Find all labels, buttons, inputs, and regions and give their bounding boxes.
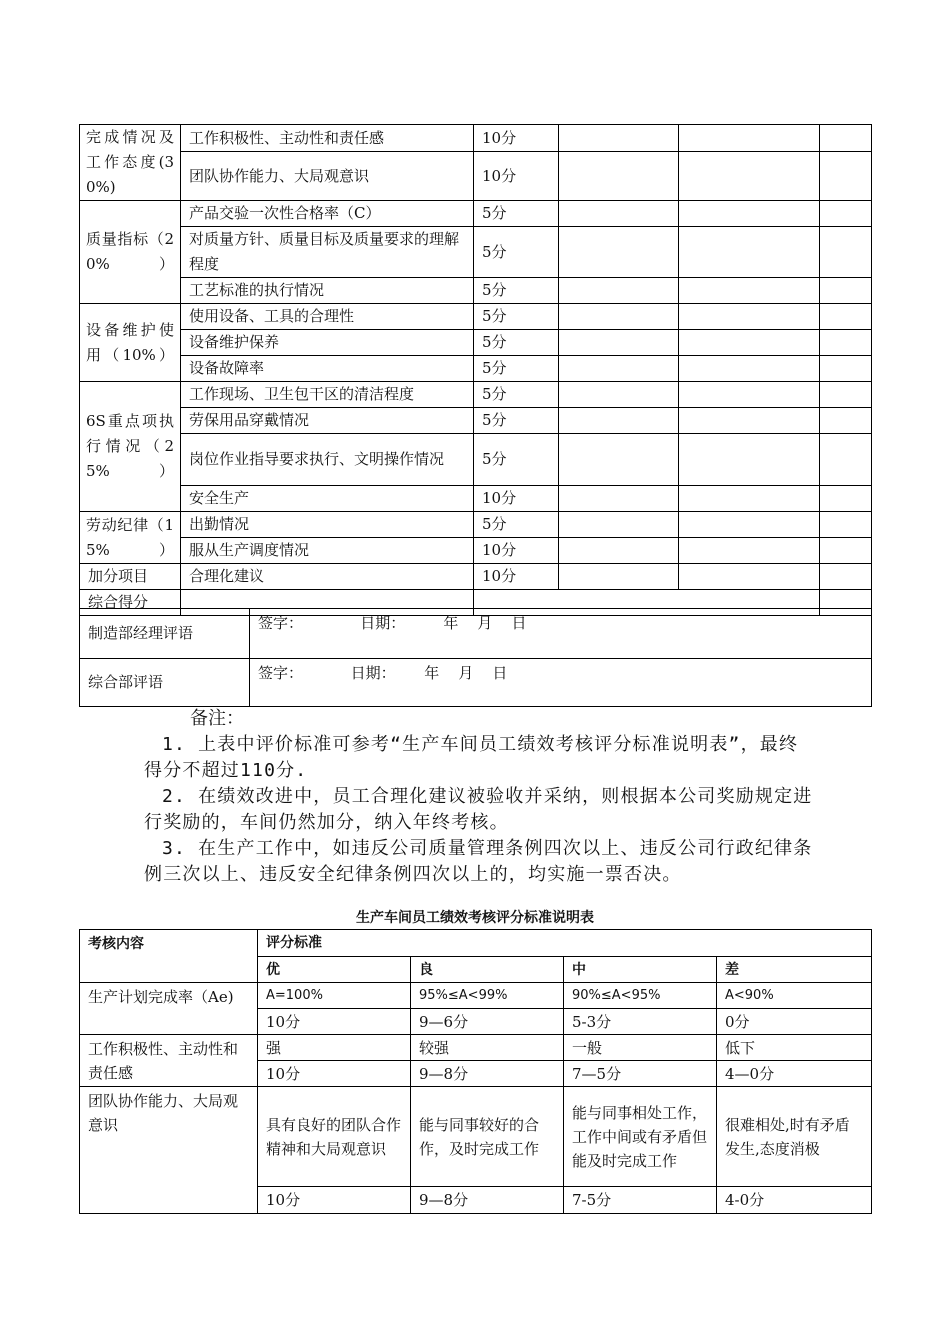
blank-cell[interactable] bbox=[559, 201, 679, 227]
criterion-cell: 设备故障率 bbox=[181, 356, 474, 382]
grade-desc: 能与同事较好的合作，及时完成工作 bbox=[411, 1087, 564, 1187]
score-cell: 5分 bbox=[474, 512, 559, 538]
blank-cell[interactable] bbox=[679, 125, 820, 152]
blank-cell[interactable] bbox=[679, 486, 820, 512]
blank-cell[interactable] bbox=[820, 486, 872, 512]
blank-cell[interactable] bbox=[559, 152, 679, 201]
evaluation-table bbox=[79, 124, 872, 616]
note-item: 1. 上表中评价标准可参考“生产车间员工绩效考核评分标准说明表”，最终得分不超过110分. bbox=[144, 734, 799, 781]
blank-cell[interactable] bbox=[559, 564, 679, 590]
blank-cell[interactable] bbox=[559, 278, 679, 304]
blank-cell[interactable] bbox=[679, 434, 820, 486]
criterion-cell: 对质量方针、质量目标及质量要求的理解程度 bbox=[181, 227, 474, 278]
score-cell: 5分 bbox=[474, 356, 559, 382]
standard-row-name: 团队协作能力、大局观意识 bbox=[80, 1087, 258, 1214]
criterion-cell: 工艺标准的执行情况 bbox=[181, 278, 474, 304]
score-cell: 5分 bbox=[474, 304, 559, 330]
score-cell: 5分 bbox=[474, 330, 559, 356]
blank-cell[interactable] bbox=[679, 564, 820, 590]
grade-header: 差 bbox=[717, 957, 872, 983]
comment-signature[interactable]: 签字： 日期： 年 月 日 bbox=[250, 609, 872, 659]
grade-score: 5-3分 bbox=[564, 1009, 717, 1035]
score-cell: 5分 bbox=[474, 227, 559, 278]
category-cell: 加分项目 bbox=[80, 564, 181, 590]
comments-table bbox=[79, 608, 872, 707]
grade-header: 良 bbox=[411, 957, 564, 983]
grade-desc: 低下 bbox=[717, 1035, 872, 1061]
blank-cell[interactable] bbox=[559, 486, 679, 512]
note-item: 2. 在绩效改进中，员工合理化建议被验收并采纳，则根据本公司奖励规定进行奖励的，车间仍然加分，纳入年终考核。 bbox=[144, 786, 813, 833]
blank-cell[interactable] bbox=[679, 152, 820, 201]
blank-cell[interactable] bbox=[820, 408, 872, 434]
grade-header: 优 bbox=[258, 957, 411, 983]
criterion-cell: 劳保用品穿戴情况 bbox=[181, 408, 474, 434]
criterion-cell: 使用设备、工具的合理性 bbox=[181, 304, 474, 330]
grade-score: 7-5分 bbox=[564, 1187, 717, 1214]
category-cell: 6S重点项执行情况（25%） bbox=[80, 382, 181, 512]
category-cell: 劳动纪律（15%） bbox=[80, 512, 181, 564]
grade-desc: 95%≤A<99% bbox=[411, 983, 564, 1009]
standard-row-name: 工作积极性、主动性和责任感 bbox=[80, 1035, 258, 1087]
score-cell: 5分 bbox=[474, 408, 559, 434]
comment-signature[interactable]: 签字： 日期： 年 月 日 bbox=[250, 659, 872, 707]
score-cell: 10分 bbox=[474, 564, 559, 590]
notes-section bbox=[144, 706, 814, 888]
criterion-cell: 合理化建议 bbox=[181, 564, 474, 590]
comment-label: 综合部评语 bbox=[80, 659, 250, 707]
score-cell: 10分 bbox=[474, 538, 559, 564]
header-standard: 评分标准 bbox=[258, 930, 872, 957]
grade-desc: A<90% bbox=[717, 983, 872, 1009]
header-content: 考核内容 bbox=[80, 930, 258, 983]
blank-cell[interactable] bbox=[559, 512, 679, 538]
grade-desc: 很难相处,时有矛盾发生,态度消极 bbox=[717, 1087, 872, 1187]
standard-table bbox=[79, 929, 872, 1214]
criterion-cell: 出勤情况 bbox=[181, 512, 474, 538]
blank-cell[interactable] bbox=[820, 125, 872, 152]
score-cell: 10分 bbox=[474, 486, 559, 512]
blank-cell[interactable] bbox=[559, 434, 679, 486]
blank-cell[interactable] bbox=[820, 538, 872, 564]
category-cell: 完成情况及工作态度(30%) bbox=[80, 125, 181, 201]
score-cell: 5分 bbox=[474, 434, 559, 486]
criterion-cell: 安全生产 bbox=[181, 486, 474, 512]
criterion-cell: 岗位作业指导要求执行、文明操作情况 bbox=[181, 434, 474, 486]
blank-cell[interactable] bbox=[679, 227, 820, 278]
blank-cell[interactable] bbox=[679, 278, 820, 304]
blank-cell[interactable] bbox=[559, 538, 679, 564]
criterion-cell: 设备维护保养 bbox=[181, 330, 474, 356]
blank-cell[interactable] bbox=[559, 304, 679, 330]
grade-score: 7—5分 bbox=[564, 1061, 717, 1087]
blank-cell[interactable] bbox=[679, 512, 820, 538]
grade-desc: 具有良好的团队合作精神和大局观意识 bbox=[258, 1087, 411, 1187]
score-cell: 5分 bbox=[474, 382, 559, 408]
blank-cell[interactable] bbox=[820, 201, 872, 227]
grade-score: 10分 bbox=[258, 1009, 411, 1035]
blank-cell[interactable] bbox=[820, 152, 872, 201]
category-cell: 质量指标（20%） bbox=[80, 201, 181, 304]
criterion-cell: 团队协作能力、大局观意识 bbox=[181, 152, 474, 201]
blank-cell[interactable] bbox=[820, 278, 872, 304]
category-cell: 设备维护使用（10%） bbox=[80, 304, 181, 382]
grade-desc: 能与同事相处工作，工作中间或有矛盾但能及时完成工作 bbox=[564, 1087, 717, 1187]
score-cell: 10分 bbox=[474, 152, 559, 201]
blank-cell[interactable] bbox=[679, 330, 820, 356]
blank-cell[interactable] bbox=[559, 227, 679, 278]
grade-desc: 90%≤A<95% bbox=[564, 983, 717, 1009]
total-score-label: 综合得分 bbox=[80, 590, 181, 616]
grade-score: 9—8分 bbox=[411, 1187, 564, 1214]
comment-label: 制造部经理评语 bbox=[80, 609, 250, 659]
criterion-cell: 服从生产调度情况 bbox=[181, 538, 474, 564]
blank-cell[interactable] bbox=[559, 356, 679, 382]
grade-desc: 较强 bbox=[411, 1035, 564, 1061]
blank-cell[interactable] bbox=[679, 201, 820, 227]
blank-cell[interactable] bbox=[820, 434, 872, 486]
blank-cell[interactable] bbox=[679, 382, 820, 408]
blank-cell[interactable] bbox=[820, 382, 872, 408]
grade-header: 中 bbox=[564, 957, 717, 983]
grade-score: 0分 bbox=[717, 1009, 872, 1035]
grade-desc: A=100% bbox=[258, 983, 411, 1009]
blank-cell[interactable] bbox=[820, 356, 872, 382]
grade-desc: 一般 bbox=[564, 1035, 717, 1061]
blank-cell[interactable] bbox=[679, 408, 820, 434]
criterion-cell: 工作积极性、主动性和责任感 bbox=[181, 125, 474, 152]
blank-cell[interactable] bbox=[679, 356, 820, 382]
grade-score: 9—8分 bbox=[411, 1061, 564, 1087]
blank-cell[interactable] bbox=[559, 125, 679, 152]
grade-desc: 强 bbox=[258, 1035, 411, 1061]
criterion-cell: 工作现场、卫生包干区的清洁程度 bbox=[181, 382, 474, 408]
grade-score: 4-0分 bbox=[717, 1187, 872, 1214]
score-cell: 5分 bbox=[474, 201, 559, 227]
notes-heading: 备注： bbox=[190, 708, 244, 729]
blank-cell[interactable] bbox=[820, 227, 872, 278]
blank-cell[interactable] bbox=[559, 382, 679, 408]
blank-cell[interactable] bbox=[679, 538, 820, 564]
grade-score: 4—0分 bbox=[717, 1061, 872, 1087]
blank-cell[interactable] bbox=[559, 330, 679, 356]
blank-cell[interactable] bbox=[820, 512, 872, 538]
criterion-cell: 产品交验一次性合格率（C） bbox=[181, 201, 474, 227]
note-item: 3. 在生产工作中，如违反公司质量管理条例四次以上、违反公司行政纪律条例三次以上、违反安全纪律条例四次以上的，均实施一票否决。 bbox=[144, 838, 813, 885]
blank-cell[interactable] bbox=[820, 330, 872, 356]
blank-cell[interactable] bbox=[679, 304, 820, 330]
grade-score: 9—6分 bbox=[411, 1009, 564, 1035]
blank-cell[interactable] bbox=[820, 564, 872, 590]
blank-cell[interactable] bbox=[559, 408, 679, 434]
standard-table-title: 生产车间员工绩效考核评分标准说明表 bbox=[356, 910, 594, 926]
grade-score: 10分 bbox=[258, 1061, 411, 1087]
grade-score: 10分 bbox=[258, 1187, 411, 1214]
standard-row-name: 生产计划完成率（Ae) bbox=[80, 983, 258, 1035]
score-cell: 10分 bbox=[474, 125, 559, 152]
blank-cell[interactable] bbox=[820, 304, 872, 330]
score-cell: 5分 bbox=[474, 278, 559, 304]
